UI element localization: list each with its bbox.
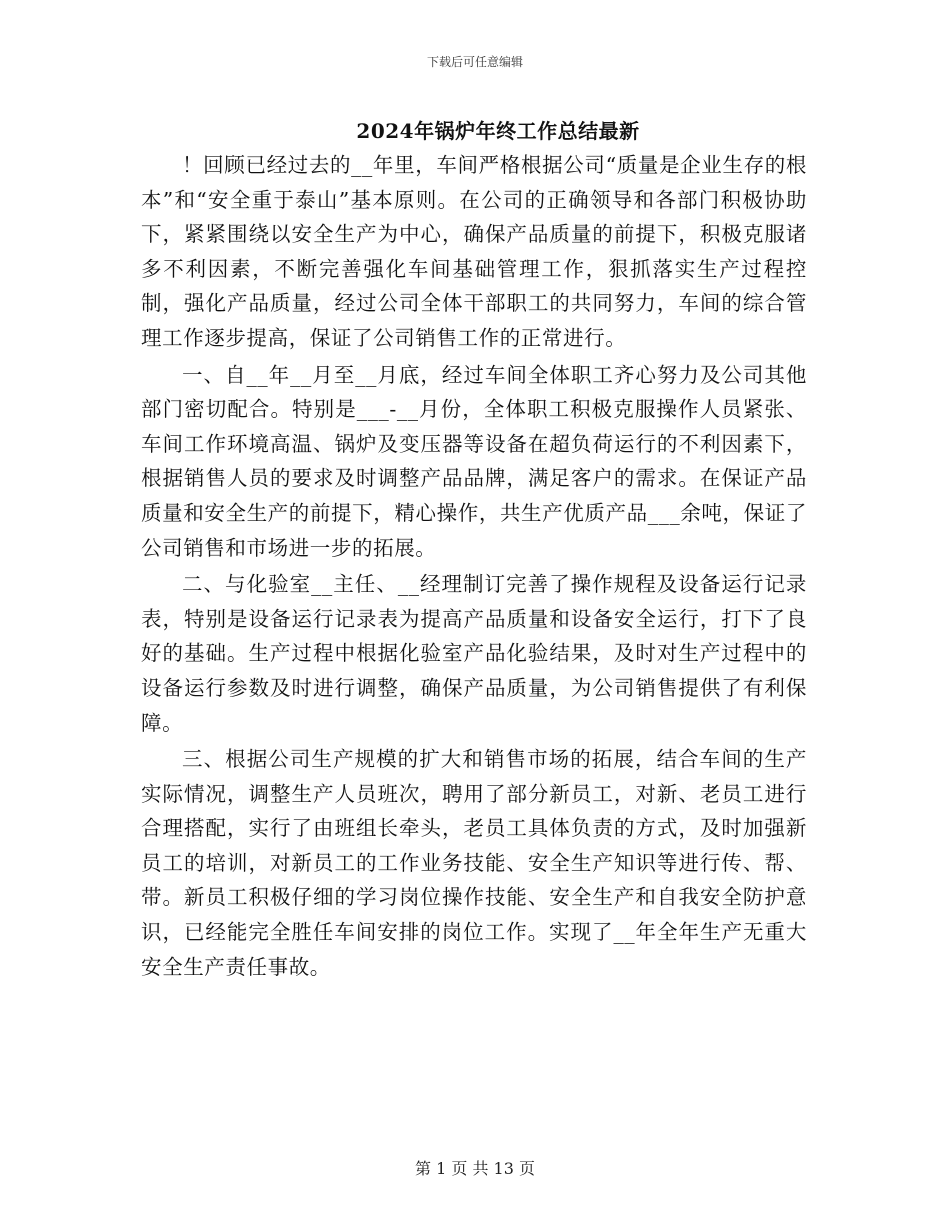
editable-download-note: 下载后可任意编辑 [426,55,523,69]
page-number-footer: 第 1 页 共 13 页 [415,1159,535,1178]
document-body [141,148,807,986]
paragraph-section-3: 三、根据公司生产规模的扩大和销售市场的拓展，结合车间的生产实际情况，调整生产人员班次，聘用了部分新员工，对新、老员工进行合理搭配，实行了由班组长牵头，老员工具体负责的方式，及时加强新员工的培训，对新员工的工作业务技能、安全生产知识等进行传、帮、带。新员工积极仔细的学习岗位操作技能、安全生产和自我安全防护意识，已经能完全胜任车间安排的岗位工作。实现了__年全年生产无重大安全生产责任事故。 [141,747,807,979]
paragraph-section-2: 二、与化验室__主任、__经理制订完善了操作规程及设备运行记录表，特别是设备运行记录表为提高产品质量和设备安全运行，打下了良好的基础。生产过程中根据化验室产品化验结果，及时对生产过程中的设备运行参数及时进行调整，确保产品质量，为公司销售提供了有利保障。 [141,572,807,735]
paragraph-intro: ！回顾已经过去的__年里，车间严格根据公司“质量是企业生存的根本”和“安全重于泰山”基本原则。在公司的正确领导和各部门积极协助下，紧紧围绕以安全生产为中心，确保产品质量的前提下，积极克服诸多不利因素，不断完善强化车间基础管理工作，狠抓落实生产过程控制，强化产品质量，经过公司全体干部职工的共同努力，车间的综合管理工作逐步提高，保证了公司销售工作的正常进行。 [141,153,807,350]
document-title: 2024年锅炉年终工作总结最新 [356,119,640,143]
paragraph-section-1: 一、自__年__月至__月底，经过车间全体职工齐心努力及公司其他部门密切配合。特别是___-__月份，全体职工积极克服操作人员紧张、车间工作环境高温、锅炉及变压器等设备在超负荷运行的不利因素下，根据销售人员的要求及时调整产品品牌，满足客户的需求。在保证产品质量和安全生产的前提下，精心操作，共生产优质产品___余吨，保证了公司销售和市场进一步的拓展。 [141,362,807,560]
